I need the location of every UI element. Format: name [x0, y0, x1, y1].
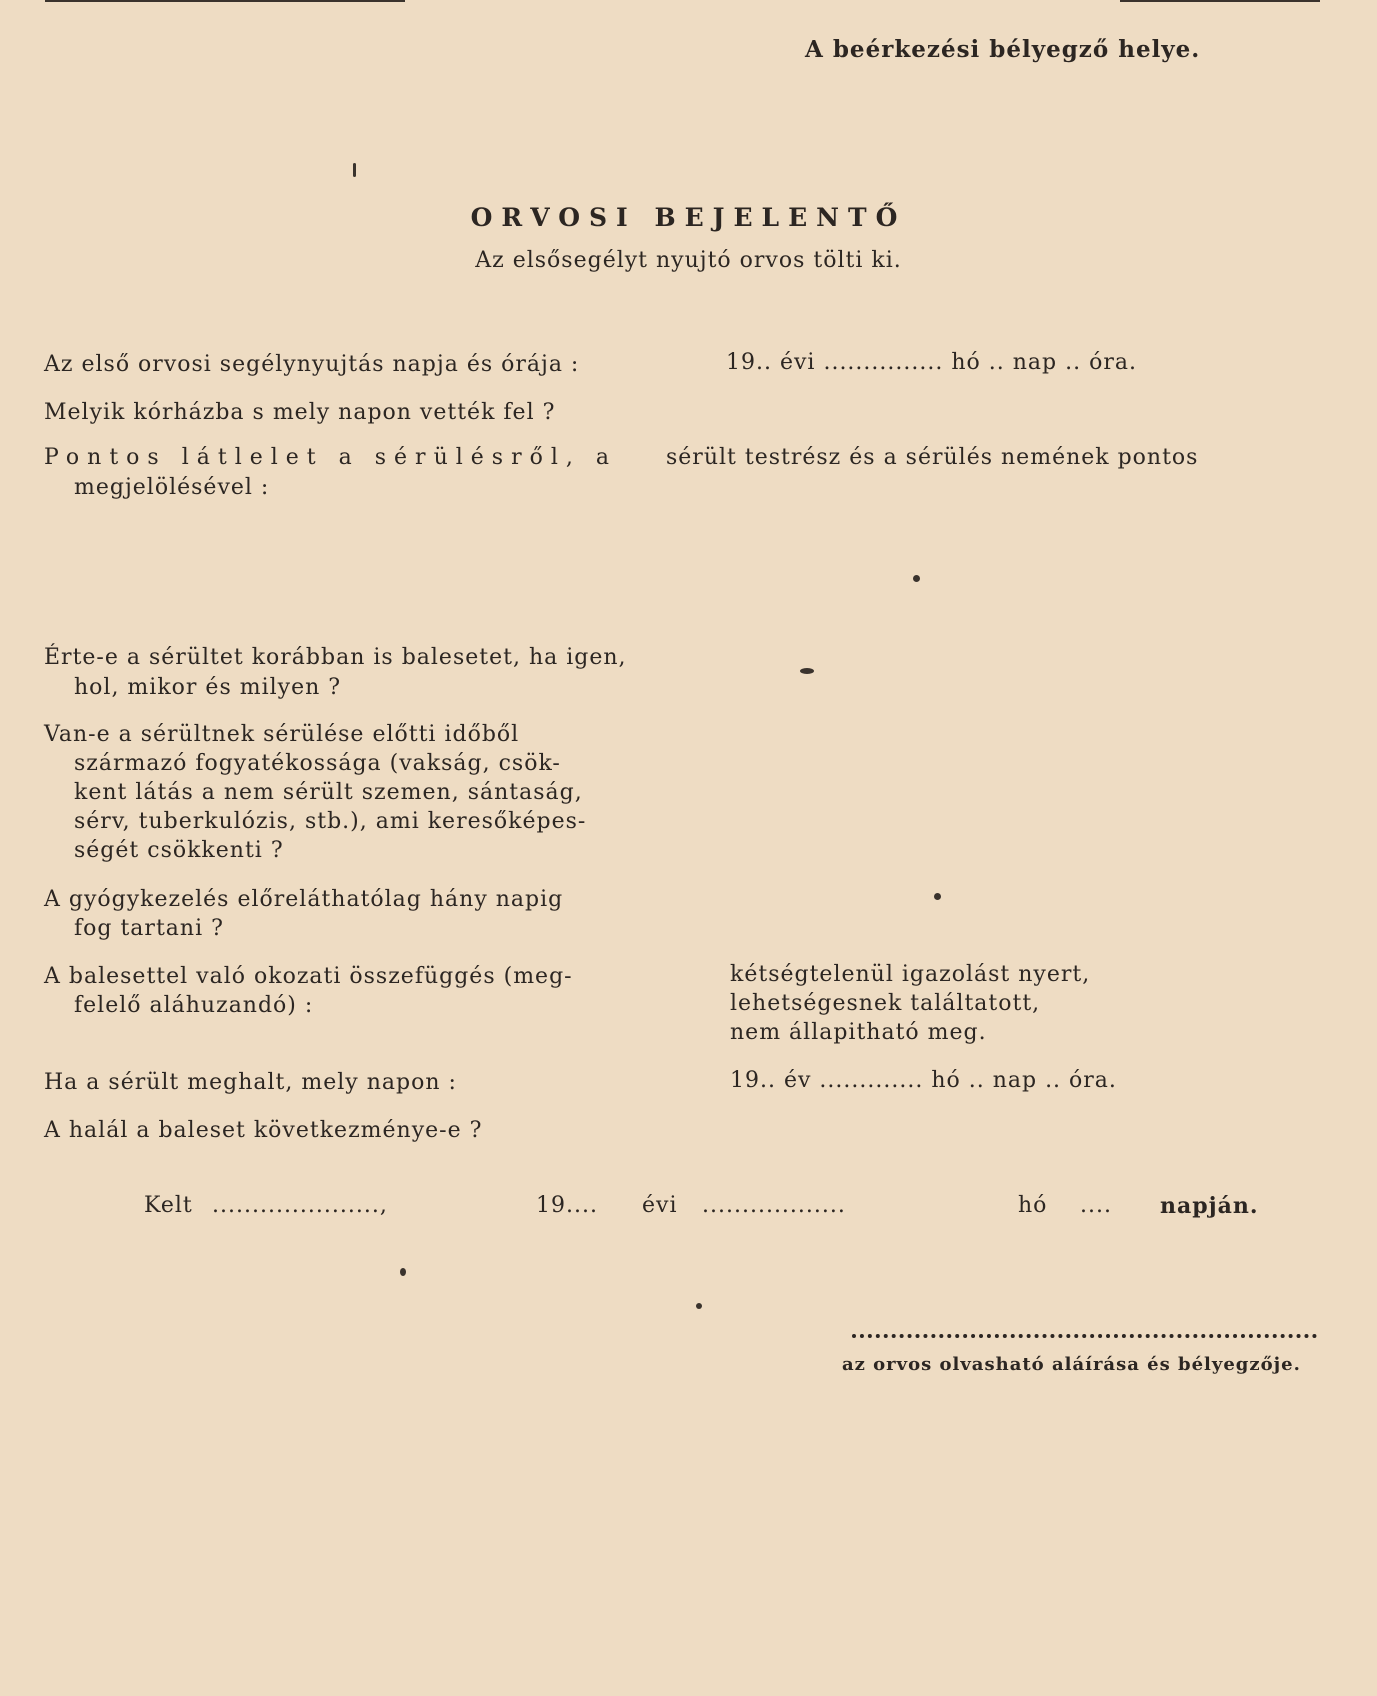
prior-disability-line1: Van-e a sérültnek sérülése előtti időből	[44, 722, 520, 747]
treatment-line1: A gyógykezelés előreláthatólag hány napig	[44, 887, 564, 912]
findings-label-line1	[44, 443, 617, 472]
form-subtitle: Az elsősegélyt nyujtó orvos tölti ki.	[475, 248, 902, 273]
causality-option-confirmed[interactable]: kétségtelenül igazolást nyert,	[730, 962, 1091, 987]
treatment-line2: fog tartani ?	[74, 916, 224, 941]
top-rule-right	[1120, 0, 1320, 2]
dated-napjan: napján.	[1160, 1193, 1259, 1219]
hospital-label: Melyik kórházba s mely napon vették fel ?	[44, 400, 556, 425]
dated-ho: hó	[1018, 1193, 1048, 1218]
first-aid-answer-field[interactable]: 19.. évi ............... hó .. nap .. óra.	[726, 350, 1137, 375]
paper-speck	[353, 163, 356, 177]
death-label: Ha a sérült meghalt, mely napon :	[44, 1070, 457, 1095]
dated-place-field[interactable]: .....................,	[212, 1193, 388, 1218]
dated-day-field[interactable]: ....	[1080, 1193, 1112, 1218]
causality-option-possible[interactable]: lehetségesnek találtatott,	[730, 991, 1041, 1016]
prior-disability-line3: kent látás a nem sérült szemen, sántaság,	[74, 780, 583, 805]
death-cause-label: A halál a baleset következménye-e ?	[44, 1118, 483, 1143]
findings-label-line2: megjelölésével :	[74, 475, 270, 500]
paper-speck	[696, 1303, 702, 1309]
paper-speck	[800, 668, 814, 674]
dated-label: Kelt	[144, 1193, 193, 1218]
dated-month-field[interactable]: ..................	[702, 1193, 846, 1218]
dated-year[interactable]: 19....	[536, 1193, 598, 1218]
signature-label: az orvos olvasható aláírása és bélyegzője.	[842, 1354, 1301, 1375]
form-title: ORVOSI BEJELENTŐ	[470, 203, 907, 232]
first-aid-label: Az első orvosi segélynyujtás napja és órája :	[44, 352, 580, 377]
top-rule-left	[45, 0, 405, 2]
death-answer-field[interactable]: 19.. év ............. hó .. nap .. óra.	[730, 1068, 1117, 1093]
prior-disability-line5: ségét csökkenti ?	[74, 838, 284, 863]
causality-line1: A balesettel való okozati összefüggés (meg-	[44, 964, 573, 989]
findings-label-rest: sérült testrész és a sérülés nemének pontos	[666, 445, 1199, 470]
previous-accident-line1: Érte-e a sérültet korábban is balesetet, ha igen,	[44, 645, 627, 670]
previous-accident-line2: hol, mikor és milyen ?	[74, 675, 342, 700]
stamp-place-label: A beérkezési bélyegző helye.	[805, 36, 1201, 63]
paper-speck	[934, 893, 941, 900]
causality-option-undetermined[interactable]: nem állapitható meg.	[730, 1020, 987, 1045]
causality-line2: felelő aláhuzandó) :	[74, 993, 314, 1018]
prior-disability-line4: sérv, tuberkulózis, stb.), ami keresőképes-	[74, 809, 587, 834]
findings-label-spaced: Pontos látlelet a sérülésről, a	[44, 445, 617, 470]
paper-speck	[400, 1268, 406, 1276]
signature-line[interactable]	[852, 1334, 1317, 1338]
prior-disability-line2: származó fogyatékossága (vakság, csök-	[74, 751, 561, 776]
paper-speck	[913, 575, 920, 582]
dated-evi: évi	[642, 1193, 678, 1218]
